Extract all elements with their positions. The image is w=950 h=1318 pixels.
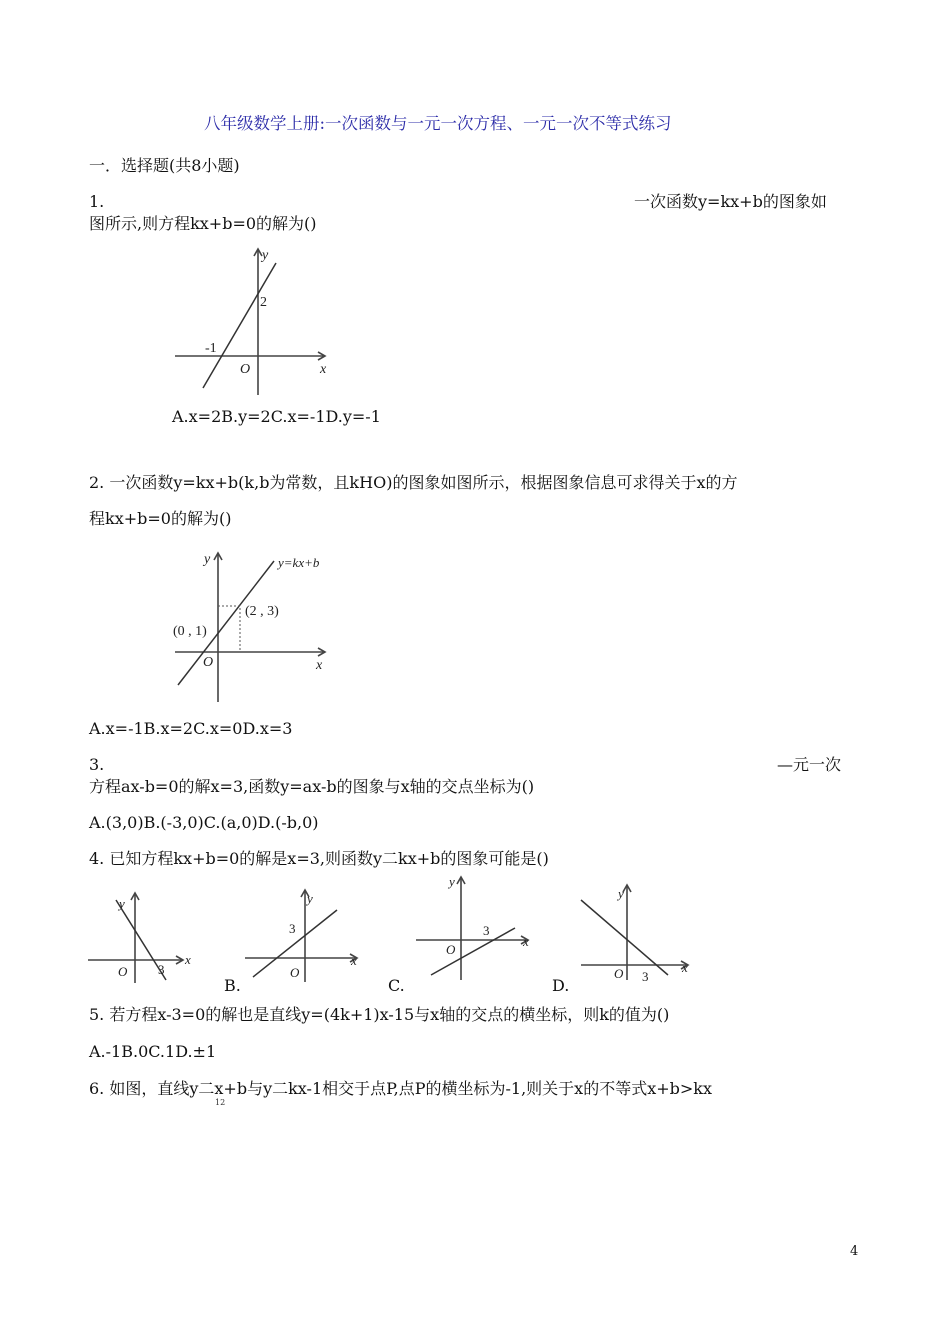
q1-text-right: 一次函数y=kx+b的图象如	[634, 192, 827, 211]
q2-text-line2: 程kx+b=0的解为()	[89, 509, 232, 528]
q5-text: 5. 若方程x-3=0的解也是直线y=(4k+1)x-15与x轴的交点的横坐标，则k的值为()	[89, 1005, 670, 1024]
svg-text:x: x	[185, 952, 191, 967]
svg-text:O: O	[290, 965, 300, 980]
q2-line-label: y=kx+b	[278, 555, 320, 570]
q4-label-c: C.	[388, 976, 405, 995]
q2-origin: O	[203, 655, 214, 670]
q1-options: A.x=2B.y=2C.x=-1D.y=-1	[172, 407, 381, 426]
svg-text:x: x	[523, 934, 529, 949]
q2-point-a: (0 , 1)	[173, 624, 207, 639]
q1-text-line2: 图所示,则方程kx+b=0的解为()	[89, 214, 317, 233]
q1-origin: O	[240, 362, 251, 377]
svg-text:x: x	[682, 960, 688, 975]
q2-options: A.x=-1B.x=2C.x=0D.x=3	[89, 719, 293, 738]
q2-point-b: (2 , 3)	[245, 604, 279, 619]
q5-options: A.-1B.0C.1D.±1	[89, 1042, 217, 1061]
q2-graph	[170, 547, 350, 707]
svg-text:3: 3	[483, 923, 490, 938]
q4-graph-a	[88, 888, 198, 988]
q4-label-d: D.	[552, 976, 570, 995]
q3-number: 3.	[89, 755, 105, 774]
q4-label-b: B.	[224, 976, 241, 995]
q2-y-label: y	[204, 552, 211, 567]
q3-text-right: —元一次	[777, 755, 842, 774]
q4-graph-b	[245, 885, 365, 985]
q4-graph-c	[413, 872, 543, 982]
svg-text:3: 3	[158, 962, 165, 977]
q6-subscript: 12	[215, 1098, 226, 1107]
q2-text-line1: 2. 一次函数y=kx+b(k,b为常数，且kHO)的图象如图所示，根据图象信息可求得关于x的方	[89, 473, 738, 492]
svg-text:3: 3	[642, 969, 649, 984]
page-title: 八年级数学上册:一次函数与一元一次方程、一元一次不等式练习	[204, 114, 672, 133]
q2-x-label: x	[316, 658, 323, 673]
svg-text:y: y	[618, 886, 624, 901]
q1-number: 1.	[89, 192, 105, 211]
svg-text:y: y	[449, 874, 455, 889]
svg-text:3: 3	[289, 921, 296, 936]
q6-text: 6. 如图，直线y二x+b与y二kx-1相交于点P,点P的横坐标为-1,则关于x的不等式x+b>kx	[89, 1079, 712, 1098]
section-heading: 一．选择题(共8小题)	[89, 156, 240, 175]
svg-text:y: y	[119, 896, 125, 911]
page-number: 4	[850, 1244, 859, 1259]
svg-text:O: O	[118, 964, 128, 979]
q1-y-label: y	[262, 248, 269, 263]
svg-text:y: y	[307, 891, 313, 906]
q2-line	[178, 561, 274, 685]
q1-x-intercept: -1	[205, 341, 217, 356]
q1-graph	[165, 243, 345, 398]
q4-graph-d	[578, 880, 698, 990]
q3-options: A.(3,0)B.(-3,0)C.(a,0)D.(-b,0)	[89, 813, 319, 832]
q1-y-intercept: 2	[260, 295, 267, 310]
q4-text: 4. 已知方程kx+b=0的解是x=3,则函数y二kx+b的图象可能是()	[89, 849, 549, 868]
svg-text:x: x	[351, 953, 357, 968]
svg-text:O: O	[614, 966, 624, 981]
q3-text-line2: 方程ax-b=0的解x=3,函数y=ax-b的图象与x轴的交点坐标为()	[89, 777, 535, 796]
q1-x-label: x	[320, 362, 327, 377]
svg-text:O: O	[446, 942, 456, 957]
